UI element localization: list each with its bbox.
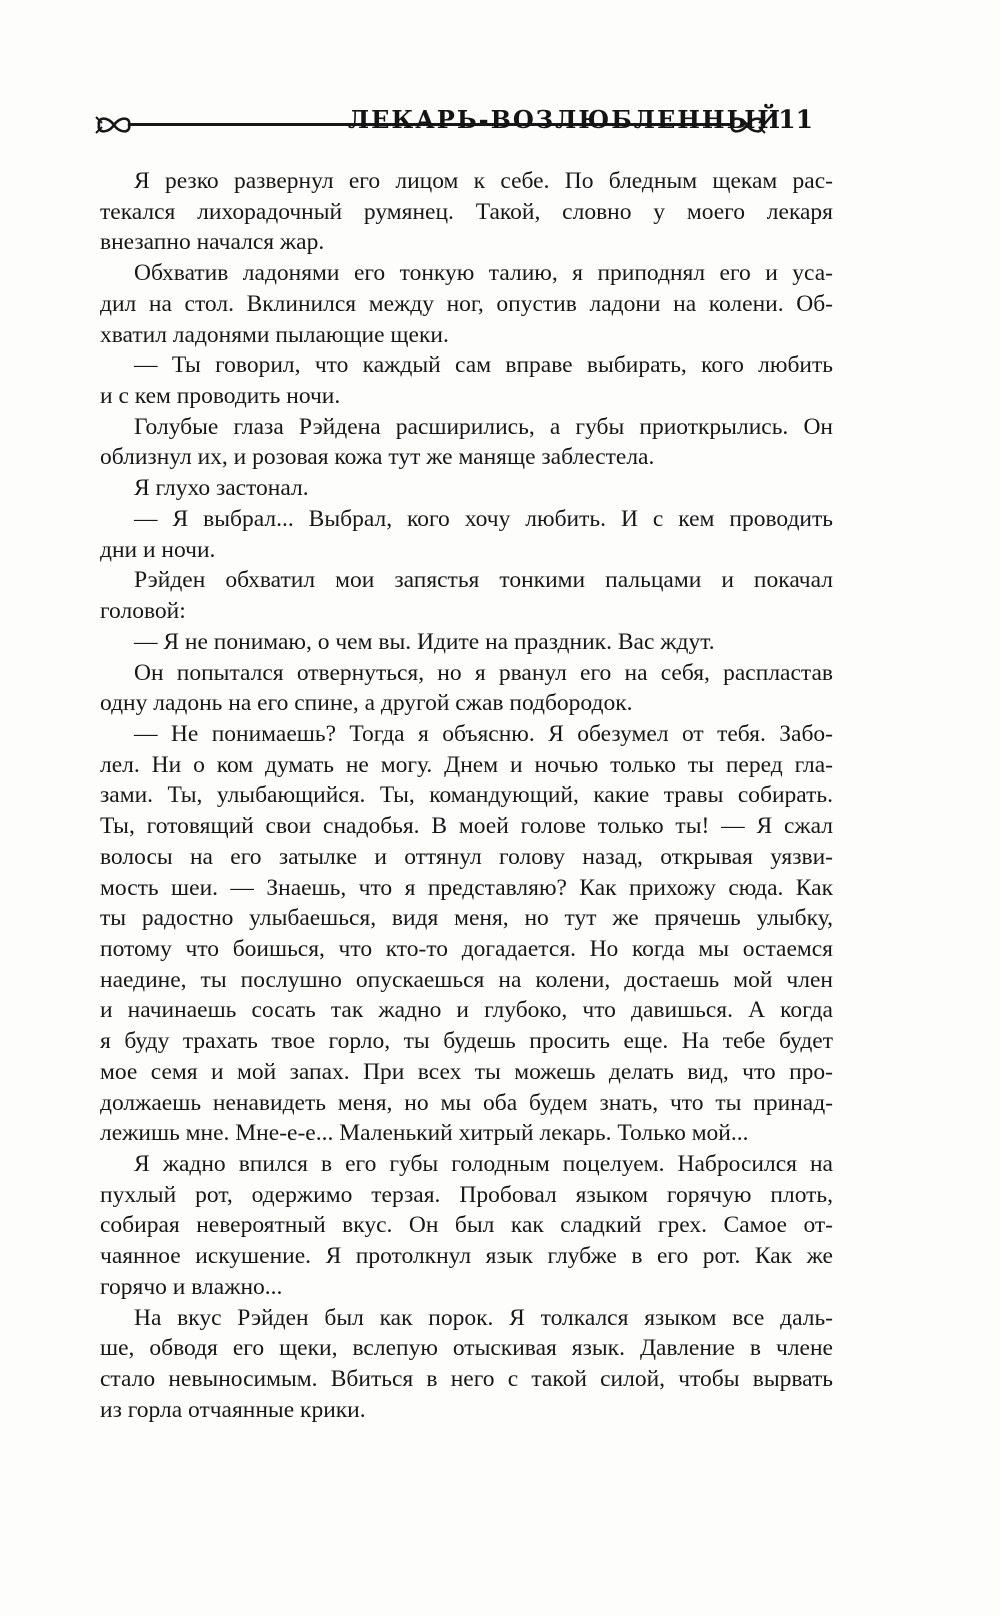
- text-line: Я жадно впился в его губы голодным поцелуем. Набросился на: [134, 1151, 833, 1177]
- text-line: из горла отчаянные крики.: [100, 1396, 366, 1423]
- paragraph: [100, 1303, 833, 1426]
- text-line: наедине, ты послушно опускаешься на колени, достаешь мой член: [100, 966, 833, 993]
- paragraph: [100, 258, 833, 350]
- text-line: горячо и влажно...: [100, 1273, 283, 1300]
- text-line: зами. Ты, улыбающийся. Ты, командующий, какие травы собирать.: [100, 782, 833, 809]
- knot-ornament-left-icon: [95, 113, 133, 137]
- paragraph: [100, 1149, 833, 1303]
- text-line: текался лихорадочный румянец. Такой, словно у моего лекаря: [100, 198, 833, 225]
- paragraph: [100, 504, 833, 565]
- text-line: дни и ночи.: [100, 536, 216, 563]
- paragraph: [100, 350, 833, 411]
- paragraph: [100, 166, 833, 258]
- text-line: стало невыносимым. Вбиться в него с такой силой, чтобы вырвать: [100, 1366, 833, 1393]
- running-title: ЛЕКАРЬ-ВОЗЛЮБЛЕННЫЙ: [347, 105, 783, 134]
- text-line: должаешь ненавидеть меня, но мы оба будем знать, что ты принад-: [100, 1089, 833, 1116]
- text-line: — Ты говорил, что каждый сам вправе выбирать, кого любить: [134, 352, 833, 379]
- text-line: дил на стол. Вклинился между ног, опустив ладони на колени. Об-: [100, 290, 833, 317]
- text-line: — Не понимаешь? Тогда я объясню. Я обезумел от тебя. Забо-: [134, 720, 833, 747]
- text-line: головой:: [100, 598, 186, 625]
- text-line: ты радостно улыбаешься, видя меня, но тут же прячешь улыбку,: [100, 905, 833, 932]
- page-header: [95, 103, 813, 139]
- text-line: мое семя и мой запах. При всех ты можешь делать вид, что про-: [100, 1058, 833, 1085]
- text-line: волосы на его затылке и оттянул голову назад, открывая уязви-: [100, 843, 833, 870]
- text-line: Я резко развернул его лицом к себе. По бледным щекам рас-: [134, 168, 833, 194]
- text-line: ше, обводя его щеки, вслепую отыскивая язык. Давление в члене: [100, 1335, 833, 1362]
- paragraph: [100, 658, 833, 719]
- text-line: На вкус Рэйден был как порок. Я толкался языком все даль-: [134, 1304, 833, 1331]
- text-line: мость шеи. — Знаешь, что я представляю? Как прихожу сюда. Как: [100, 874, 833, 901]
- text-line: Я глухо застонал.: [134, 475, 309, 502]
- text-line: Обхватив ладонями его тонкую талию, я приподнял его и уса-: [134, 260, 833, 287]
- text-line: Ты, готовящий свои снадобья. В моей голове только ты! — Я сжал: [100, 813, 833, 840]
- text-line: и с кем проводить ночи.: [100, 383, 341, 410]
- page-body: [100, 166, 833, 1425]
- text-line: внезапно начался жар.: [100, 229, 325, 256]
- paragraph: [100, 719, 833, 1149]
- text-line: — Я не понимаю, о чем вы. Идите на праздник. Вас ждут.: [134, 628, 715, 655]
- text-line: Голубые глаза Рэйдена расширились, а губы приоткрылись. Он: [134, 413, 833, 440]
- text-line: пухлый рот, одержимо терзая. Пробовал языком горячую плоть,: [100, 1181, 833, 1208]
- text-line: лежишь мне. Мне-е-е... Маленький хитрый лекарь. Только мой...: [100, 1120, 749, 1147]
- text-line: чаянное искушение. Я протолкнул язык глубже в его рот. Как же: [100, 1243, 833, 1270]
- text-line: и начинаешь сосать так жадно и глубоко, что давишься. А когда: [100, 997, 833, 1024]
- paragraph: [100, 627, 833, 658]
- text-line: — Я выбрал... Выбрал, кого хочу любить. И с кем проводить: [134, 505, 833, 532]
- text-line: хватил ладонями пылающие щеки.: [100, 321, 449, 348]
- page-number: 11: [778, 105, 813, 134]
- text-line: Он попытался отвернуться, но я рванул его на себя, распластав: [134, 659, 833, 686]
- text-line: я буду трахать твое горло, ты будешь просить еще. На тебе будет: [100, 1028, 833, 1055]
- paragraph: [100, 473, 833, 504]
- paragraph: [100, 412, 833, 473]
- paragraph: [100, 565, 833, 626]
- text-line: одну ладонь на его спине, а другой сжав подбородок.: [100, 690, 633, 717]
- text-line: лел. Ни о ком думать не могу. Днем и ночью только ты перед гла-: [100, 751, 833, 778]
- text-line: потому что боишься, что кто-то догадается. Но когда мы остаемся: [100, 935, 833, 962]
- text-line: собирая невероятный вкус. Он был как сладкий грех. Самое от-: [100, 1212, 833, 1239]
- text-line: Рэйден обхватил мои запястья тонкими пальцами и покачал: [134, 567, 833, 594]
- text-line: облизнул их, и розовая кожа тут же маняще заблестела.: [100, 444, 655, 471]
